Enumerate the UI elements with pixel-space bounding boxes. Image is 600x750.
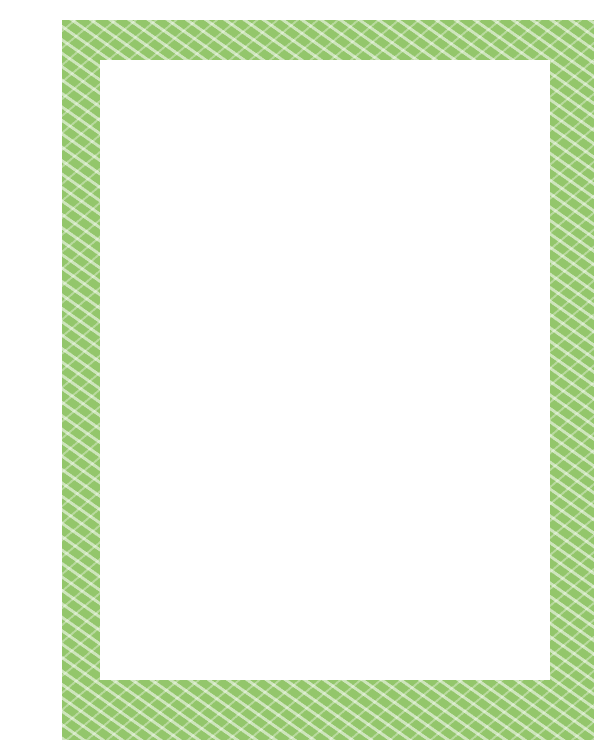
page-content-area [100, 60, 550, 680]
